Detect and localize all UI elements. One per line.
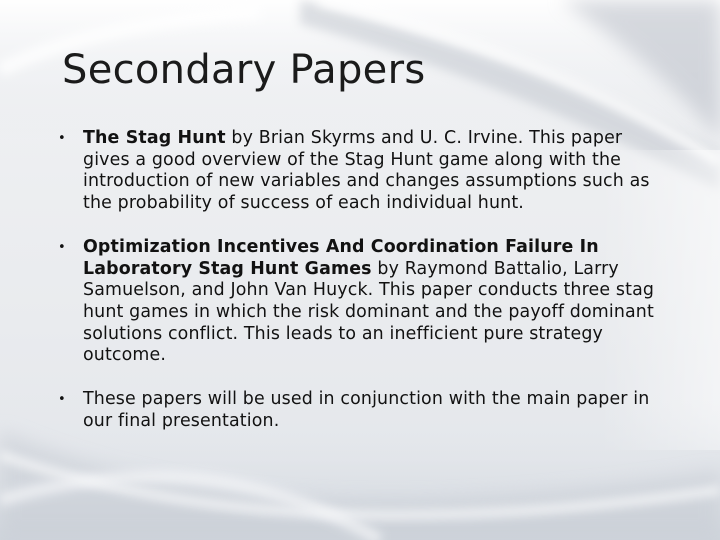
paper-title: The Stag Hunt	[83, 128, 226, 148]
bullet-dot-icon: •	[58, 131, 66, 146]
paper-description: by Brian Skyrms and U. C. Irvine. This paper gives a good overview of the Stag Hunt game along with the introduction of new variables and changes assumptions such as the probability of success of each individual hunt.	[83, 128, 650, 214]
paper-title: Optimization Incentives And Coordination Failure In Laboratory Stag Hunt Games	[83, 236, 599, 279]
slide-title: Secondary Papers	[62, 47, 426, 93]
bullet-dot-icon: •	[58, 239, 66, 255]
bullet-item-usage-note	[58, 389, 658, 432]
bullet-list	[58, 128, 658, 432]
bullet-dot-icon: •	[58, 392, 66, 408]
usage-note-text: These papers will be used in conjunction with the main paper in our final presentation.	[83, 389, 650, 431]
bullet-item-optimization-incentives	[58, 237, 658, 367]
paper-description: by Raymond Battalio, Larry Samuelson, and John Van Huyck. This paper conducts three stag hunt games in which the risk dominant and the payoff dominant solutions conflict. This leads to an inefficient pure strategy outcome.	[83, 258, 655, 366]
bullet-item-stag-hunt	[58, 128, 658, 215]
